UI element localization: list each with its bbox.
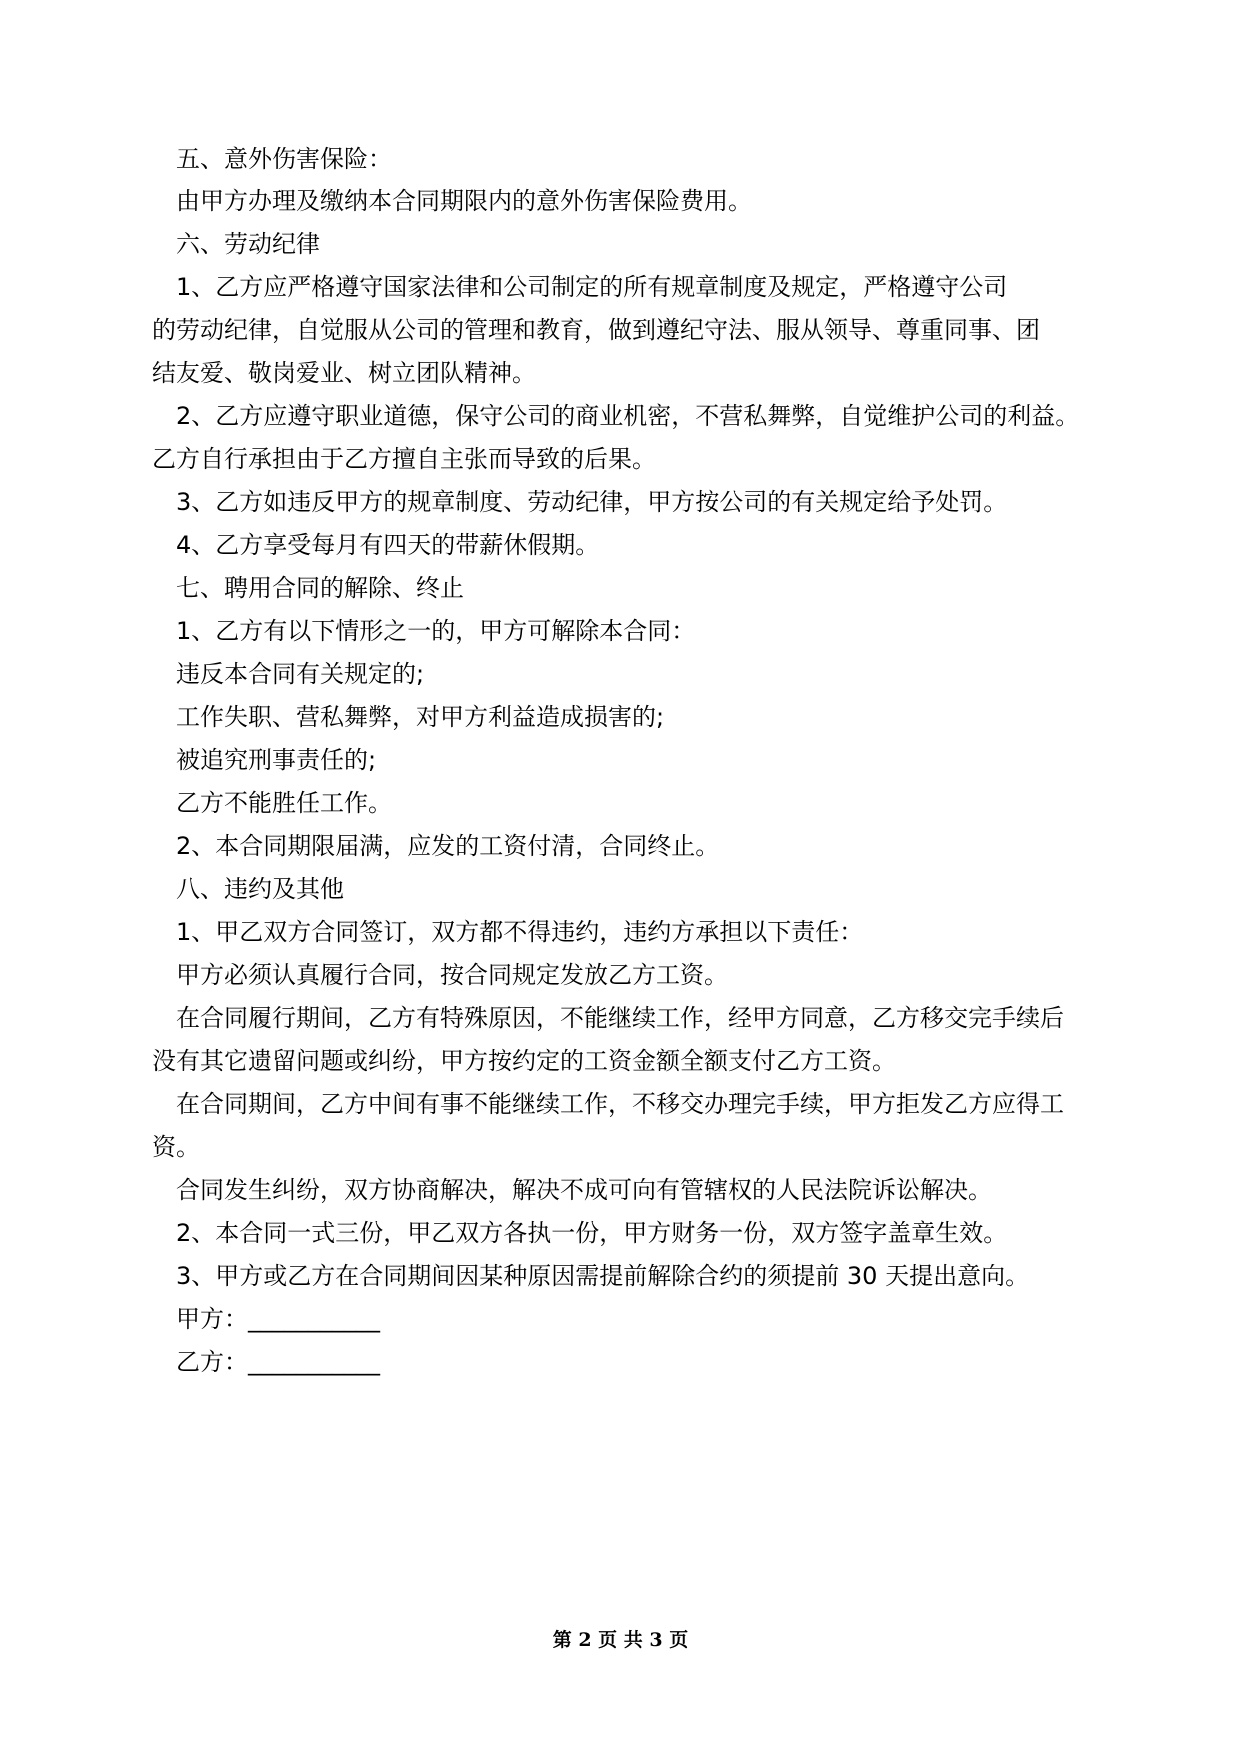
paragraph-line: 的劳动纪律，自觉服从公司的管理和教育，做到遵纪守法、服从领导、尊重同事、团: [152, 316, 1040, 344]
paragraph-line: 1、乙方应严格遵守国家法律和公司制定的所有规章制度及规定，严格遵守公司: [176, 273, 1008, 301]
paragraph-line: 没有其它遗留问题或纠纷，甲方按约定的工资金额全额支付乙方工资。: [152, 1047, 896, 1075]
page-footer: 第 2 页 共 3 页: [552, 1629, 689, 1651]
paragraph-line: 甲方必须认真履行合同，按合同规定发放乙方工资。: [176, 961, 728, 989]
paragraph-line: 在合同履行期间，乙方有特殊原因，不能继续工作，经甲方同意，乙方移交完手续后: [176, 1004, 1064, 1032]
paragraph-line: 被追究刑事责任的;: [176, 746, 377, 774]
party-b-signature-line: 乙方：___________: [176, 1348, 380, 1376]
paragraph-line: 1、乙方有以下情形之一的，甲方可解除本合同：: [176, 617, 696, 645]
paragraph-line: 在合同期间，乙方中间有事不能继续工作，不移交办理完手续，甲方拒发乙方应得工: [176, 1090, 1064, 1118]
paragraph-line: 1、甲乙双方合同签订，双方都不得违约，违约方承担以下责任：: [176, 918, 864, 946]
section-heading: 七、聘用合同的解除、终止: [176, 574, 464, 602]
paragraph-line: 资。: [152, 1133, 200, 1161]
section-heading: 八、违约及其他: [176, 875, 344, 903]
paragraph-line: 结友爱、敬岗爱业、树立团队精神。: [152, 359, 536, 387]
paragraph-line: 违反本合同有关规定的;: [176, 660, 425, 688]
paragraph-line: 由甲方办理及缴纳本合同期限内的意外伤害保险费用。: [176, 187, 752, 215]
paragraph-line: 4、乙方享受每月有四天的带薪休假期。: [176, 531, 600, 559]
paragraph-line: 2、乙方应遵守职业道德，保守公司的商业机密，不营私舞弊，自觉维护公司的利益。: [176, 402, 1080, 430]
paragraph-line: 3、乙方如违反甲方的规章制度、劳动纪律，甲方按公司的有关规定给予处罚。: [176, 488, 1008, 516]
paragraph-line: 乙方自行承担由于乙方擅自主张而导致的后果。: [152, 445, 656, 473]
paragraph-line: 合同发生纠纷，双方协商解决，解决不成可向有管辖权的人民法院诉讼解决。: [176, 1176, 992, 1204]
paragraph-line: 2、本合同一式三份，甲乙双方各执一份，甲方财务一份，双方签字盖章生效。: [176, 1219, 1008, 1247]
paragraph-line: 工作失职、营私舞弊，对甲方利益造成损害的;: [176, 703, 665, 731]
paragraph-line: 乙方不能胜任工作。: [176, 789, 392, 817]
paragraph-line: 3、甲方或乙方在合同期间因某种原因需提前解除合约的须提前 30 天提出意向。: [176, 1262, 1030, 1290]
section-heading: 五、意外伤害保险：: [176, 145, 392, 173]
paragraph-line: 2、本合同期限届满，应发的工资付清，合同终止。: [176, 832, 720, 860]
section-heading: 六、劳动纪律: [176, 230, 320, 258]
party-a-signature-line: 甲方：___________: [176, 1305, 380, 1333]
